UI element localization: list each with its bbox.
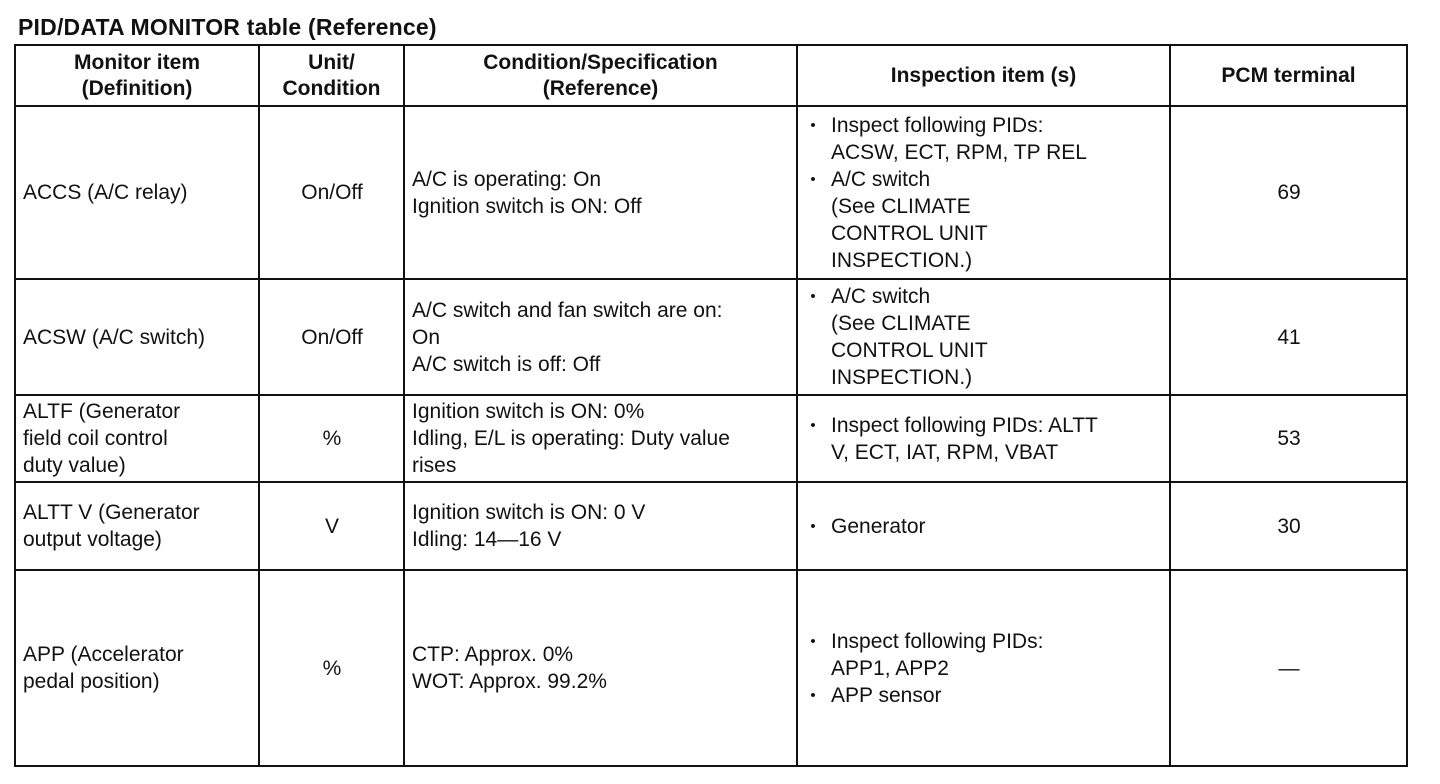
header-inspection-items [797,45,1170,106]
inspection-cell [797,395,1170,482]
pcm-terminal-cell: 41 [1170,279,1407,395]
cell-text: Ignition switch is ON: 0% [412,400,645,423]
list-item [805,112,1163,166]
monitor-item-cell [15,395,259,482]
unit-cell: On/Off [259,279,404,395]
inspection-list [805,628,1163,709]
cell-text: Generator [831,514,926,538]
header-text: (Reference) [542,76,659,100]
cell-text: A/C switch [831,167,931,191]
cell-text: A/C is operating: On [412,167,602,191]
pcm-terminal-cell: 53 [1170,395,1407,482]
table-row [15,482,1407,570]
bullet-icon: • [810,170,816,188]
header-text: Monitor item [74,50,200,74]
condition-cell [404,482,797,570]
cell-text: APP1, APP2 [831,656,949,680]
cell-text: CONTROL UNIT [831,221,988,245]
cell-text: ACSW (A/C switch) [23,325,206,349]
cell-text: ALTF (Generator [23,400,181,423]
list-item [805,166,1163,274]
cell-text: Inspect following PIDs: [831,113,1044,137]
cell-text: output voltage) [23,528,162,551]
unit-cell: V [259,482,404,570]
monitor-item-cell [15,570,259,766]
bullet-icon: • [810,686,816,704]
header-text: Inspection item (s) [890,63,1077,87]
cell-text: APP sensor [831,683,942,707]
cell-text: Idling: 14—16 V [412,528,562,551]
cell-text: APP (Accelerator [23,643,184,666]
page-title: PID/DATA MONITOR table (Reference) [18,14,437,40]
header-row [15,45,1407,106]
list-item [805,412,1163,466]
table-row [15,395,1407,482]
list-item [805,628,1163,682]
header-text: (Definition) [81,76,193,100]
cell-text: ACSW, ECT, RPM, TP REL [831,140,1087,164]
header-condition-specification [404,45,797,106]
monitor-item-cell [15,106,259,279]
condition-cell [404,570,797,766]
unit-cell: % [259,395,404,482]
pid-data-monitor-table [14,44,1408,767]
inspection-list [805,412,1163,466]
cell-text: CONTROL UNIT [831,339,988,362]
condition-cell [404,395,797,482]
table-row [15,106,1407,279]
cell-text: duty value) [23,454,126,477]
cell-text: ACCS (A/C relay) [23,181,188,204]
header-text: Condition [282,76,381,100]
cell-text: On [412,325,441,349]
header-text: Condition/Specification [483,50,718,74]
cell-text: field coil control [23,427,168,450]
unit-cell: % [259,570,404,766]
cell-text: A/C switch and fan switch are on: [412,298,723,322]
inspection-cell [797,570,1170,766]
list-item [805,513,1163,540]
inspection-list [805,513,1163,540]
cell-text: INSPECTION.) [831,366,973,389]
header-text: Unit/ [308,50,355,74]
condition-cell [404,279,797,395]
cell-text: INSPECTION.) [831,248,973,272]
list-item [805,283,1163,391]
pcm-terminal-cell: — [1170,570,1407,766]
monitor-item-cell [15,482,259,570]
header-text: PCM terminal [1221,63,1356,87]
pcm-terminal-cell: 30 [1170,482,1407,570]
cell-text: ALTT V (Generator [23,501,200,524]
monitor-item-cell [15,279,259,395]
cell-text: CTP: Approx. 0% [412,643,574,666]
cell-text: Inspect following PIDs: [831,629,1044,653]
unit-cell: On/Off [259,106,404,279]
header-monitor-item [15,45,259,106]
cell-text: Ignition switch is ON: Off [412,194,642,218]
cell-text: Inspect following PIDs: ALTT [831,413,1098,437]
cell-text: Ignition switch is ON: 0 V [412,501,646,524]
cell-text: (See CLIMATE [831,312,971,335]
cell-text: pedal position) [23,670,160,693]
inspection-cell [797,106,1170,279]
inspection-list [805,283,1163,391]
bullet-icon: • [810,632,816,650]
inspection-cell [797,279,1170,395]
pcm-terminal-cell: 69 [1170,106,1407,279]
bullet-icon: • [810,288,816,305]
inspection-list [805,112,1163,274]
cell-text: V, ECT, IAT, RPM, VBAT [831,440,1059,464]
bullet-icon: • [810,517,816,535]
bullet-icon: • [810,416,816,434]
list-item [805,682,1163,709]
table-row [15,570,1407,766]
table-row [15,279,1407,395]
cell-text: (See CLIMATE [831,194,971,218]
cell-text: rises [412,454,457,477]
bullet-icon: • [810,116,816,134]
cell-text: Idling, E/L is operating: Duty value [412,427,730,450]
cell-text: WOT: Approx. 99.2% [412,670,607,693]
header-pcm-terminal [1170,45,1407,106]
condition-cell [404,106,797,279]
header-unit-condition [259,45,404,106]
inspection-cell [797,482,1170,570]
cell-text: A/C switch [831,285,931,308]
cell-text: A/C switch is off: Off [412,352,601,376]
